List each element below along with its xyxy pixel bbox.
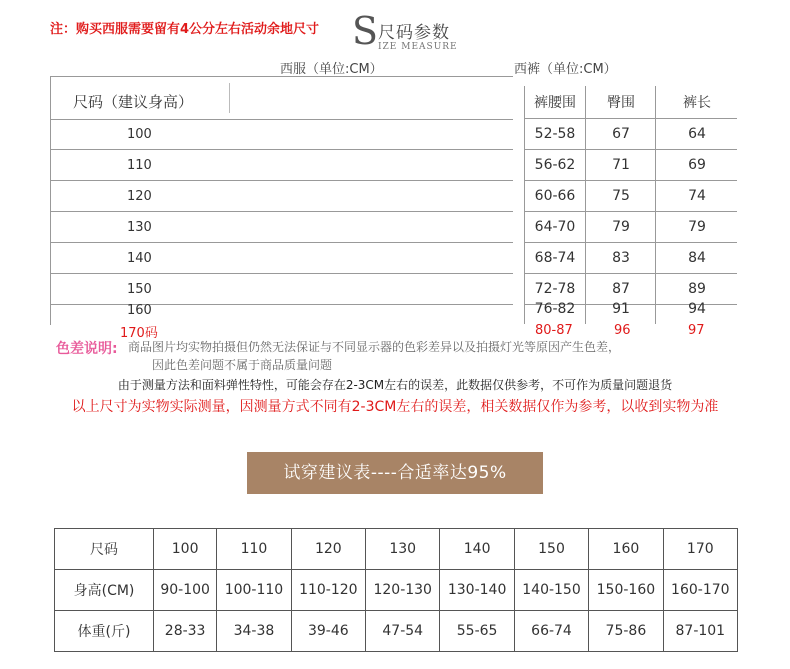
suit-size: 130 (127, 220, 152, 235)
pants-row (525, 119, 737, 150)
fit-cell: 120 (291, 529, 365, 570)
logo-title: 尺码参数 (378, 23, 450, 43)
pants-unit-label: 西裤（单位:CM） (514, 62, 617, 77)
fit-suggestion-banner (247, 452, 543, 494)
suit-row (51, 243, 513, 274)
pants-header-hip: 臀围 (585, 86, 656, 118)
color-note-label: 色差说明: (56, 341, 118, 357)
pants-hip: 79 (585, 212, 656, 242)
fit-cell: 110 (217, 529, 291, 570)
fit-cell: 28-33 (154, 611, 217, 652)
pants-row (525, 212, 737, 243)
suit-highlight-size: 170码 (120, 326, 158, 341)
pants-waist: 52-58 (534, 126, 576, 142)
pants-length: 64 (655, 119, 738, 149)
measure-note-red: 以上尺寸为实物实际测量，因测量方式不同有2-3CM左右的误差，相关数据仅作为参考，以收到实物为准 (71, 399, 719, 415)
pants-length: 69 (655, 150, 738, 180)
suit-size: 140 (127, 251, 152, 266)
pants-hip: 83 (585, 243, 656, 273)
pants-size-table (524, 86, 737, 324)
pants-hip: 71 (585, 150, 656, 180)
suit-unit-label: 西服（单位:CM） (280, 62, 383, 77)
header-divider (229, 83, 230, 113)
fit-cell: 150 (514, 529, 588, 570)
pants-row (525, 294, 737, 324)
fit-row-weight (55, 611, 738, 652)
suit-header-label: 尺码（建议身高） (73, 93, 194, 111)
fit-cell: 160-170 (663, 570, 737, 611)
fit-suggestion-title: 试穿建议表----合适率达95% (283, 463, 507, 483)
pants-length: 79 (655, 212, 738, 242)
suit-size-table (50, 76, 513, 325)
fit-cell: 160 (589, 529, 663, 570)
fit-cell: 130-140 (440, 570, 514, 611)
logo-letter: S (352, 9, 379, 53)
suit-table-header (51, 77, 513, 120)
fit-cell: 34-38 (217, 611, 291, 652)
fit-cell: 100 (154, 529, 217, 570)
pants-length: 84 (655, 243, 738, 273)
pants-waist: 56-62 (534, 157, 576, 173)
size-measure-logo (352, 9, 462, 56)
pants-hip: 75 (585, 181, 656, 211)
pants-waist: 72-78 (534, 281, 576, 297)
pants-waist: 68-74 (534, 250, 576, 266)
suit-row (51, 150, 513, 181)
section-gap (0, 430, 790, 454)
fit-row-size (55, 529, 738, 570)
pants-row (525, 243, 737, 274)
notice-text: 注：购买西服需要留有4公分左右活动余地尺寸 (50, 22, 320, 37)
suit-size: 150 (127, 282, 152, 297)
pants-length: 74 (655, 181, 738, 211)
suit-size: 100 (127, 127, 152, 142)
pants-waist: 64-70 (534, 219, 576, 235)
fit-row-label: 尺码 (55, 529, 154, 570)
fit-cell: 75-86 (589, 611, 663, 652)
color-note-line2: 因此色差问题不属于商品质量问题 (152, 358, 333, 372)
suit-row (51, 119, 513, 150)
fit-cell: 90-100 (154, 570, 217, 611)
suit-row (51, 181, 513, 212)
fit-cell: 140-150 (514, 570, 588, 611)
fit-cell: 47-54 (366, 611, 440, 652)
fit-row-label: 体重(斤) (55, 611, 154, 652)
pants-row (525, 181, 737, 212)
pants-highlight-hip: 96 (614, 323, 631, 338)
fit-cell: 130 (366, 529, 440, 570)
pants-waist: 76-82 (534, 301, 576, 317)
fit-cell: 170 (663, 529, 737, 570)
color-note-text (128, 338, 718, 374)
pants-row (525, 150, 737, 181)
fit-cell: 120-130 (366, 570, 440, 611)
suit-row (51, 295, 513, 325)
fit-cell: 140 (440, 529, 514, 570)
color-note-line1: 商品图片均实物拍摄但仍然无法保证与不同显示器的色彩差异以及拍摄灯光等原因产生色差， (128, 340, 621, 354)
pants-hip: 87 (585, 274, 656, 304)
fit-cell: 66-74 (514, 611, 588, 652)
fit-cell: 100-110 (217, 570, 291, 611)
pants-table-header (525, 86, 737, 119)
logo-subtitle: IZE MEASURE (378, 42, 458, 52)
suit-size: 110 (127, 158, 152, 173)
pants-highlight-waist: 80-87 (535, 323, 573, 338)
suit-size: 160 (127, 303, 152, 318)
pants-highlight-length: 97 (688, 323, 705, 338)
fit-cell: 87-101 (663, 611, 737, 652)
pants-hip: 67 (585, 119, 656, 149)
pants-length: 94 (655, 294, 738, 324)
fit-row-height (55, 570, 738, 611)
measure-note: 由于测量方法和面料弹性特性，可能会存在2-3CM左右的误差，此数据仅供参考，不可作为质量问题退货 (117, 378, 673, 392)
pants-header-waist: 裤腰围 (534, 95, 576, 111)
suit-size: 120 (127, 189, 152, 204)
pants-header-length: 裤长 (655, 86, 738, 118)
fit-cell: 39-46 (291, 611, 365, 652)
fit-row-label: 身高(CM) (55, 570, 154, 611)
fit-cell: 110-120 (291, 570, 365, 611)
pants-length: 89 (655, 274, 738, 304)
pants-waist: 60-66 (534, 188, 576, 204)
fit-cell: 150-160 (589, 570, 663, 611)
suit-row (51, 212, 513, 243)
pants-hip: 91 (585, 294, 656, 324)
fit-suggestion-table (54, 528, 738, 652)
fit-cell: 55-65 (440, 611, 514, 652)
